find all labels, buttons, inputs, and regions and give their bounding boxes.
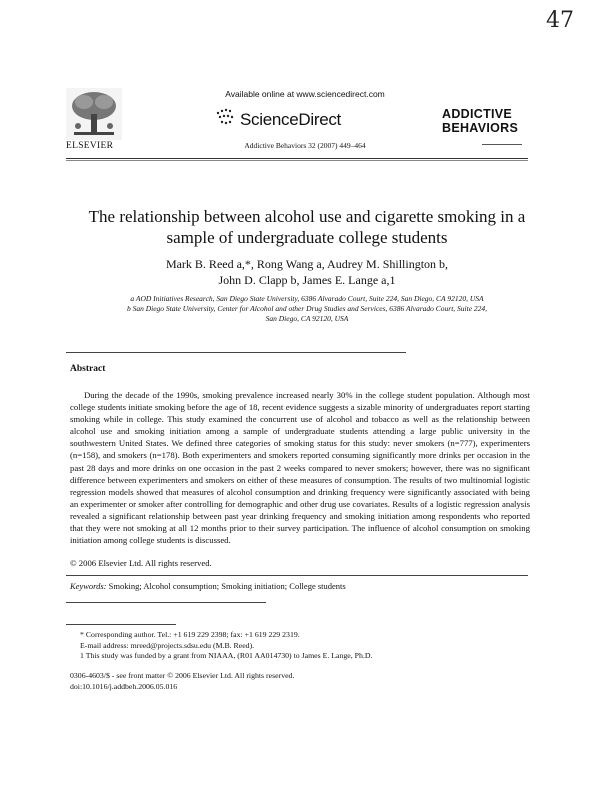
journal-logo-line1: ADDICTIVE bbox=[442, 107, 513, 121]
abstract-body: During the decade of the 1990s, smoking prevalence increased nearly 30% in the college student population. Although most college students initiate smoking before the age of 18, recent evidence suggests a sizable minority of undergraduates report starting smoking while in college. This study examined the concurrent use of alcohol and tobacco as well as the relationship between alcohol use and smoking initiation among a sample of undergraduate students attending a large public university in the southwestern United States. We defined three categories of smoking status for this study: never smokers (n=777), experimenters (n=158), and smokers (n=178). Both experimenters and smokers reported consuming significantly more drinks per occasion in the past 28 days and more drinks on one occasion in the past 2 weeks compared to never smokers; however, there was no significant difference between experimenters and smokers on either of these measures of consumption. The results of two multinomial logistic regression models showed that measures of alcohol consumption and drinking frequency were significantly associated with being an experimenter or smoker after controlling for demographic and other drug use covariates. Results of a logistic regression analysis revealed a significant relationship between past year drinking frequency and smoking initiation among respondents who reported that they were not smoking at all 12 months prior to their survey participation. The influence of alcohol consumption on smoking initiation among college students is discussed. bbox=[70, 390, 530, 546]
doi-line: doi:10.1016/j.addbeh.2006.05.016 bbox=[70, 682, 178, 691]
affiliations bbox=[76, 294, 538, 324]
title-line-2: sample of undergraduate college students bbox=[166, 228, 448, 247]
elsevier-tree-logo bbox=[66, 88, 122, 140]
keywords-rule bbox=[66, 575, 528, 576]
abstract-heading: Abstract bbox=[70, 364, 106, 374]
logo-underline bbox=[482, 144, 522, 145]
affiliation-b-line-2: San Diego, CA 92120, USA bbox=[265, 314, 349, 323]
author-list bbox=[66, 256, 548, 288]
abstract-rule bbox=[66, 352, 406, 353]
journal-logo-line2: BEHAVIORS bbox=[442, 121, 519, 135]
keywords-bottom-rule bbox=[66, 602, 266, 603]
footnotes bbox=[70, 630, 530, 662]
header-rule-secondary bbox=[66, 160, 528, 161]
sciencedirect-logo-icon bbox=[214, 107, 238, 129]
sciencedirect-wordmark: ScienceDirect bbox=[240, 110, 341, 129]
issn-block bbox=[70, 670, 530, 692]
affiliation-a: a AOD Initiatives Research, San Diego State University, 6386 Alvarado Court, Suite 224, San Diego, CA 92120, USA bbox=[130, 294, 484, 303]
footnote-corresponding: * Corresponding author. Tel.: +1 619 229 2398; fax: +1 619 229 2319. bbox=[80, 630, 300, 639]
keywords-text: Smoking; Alcohol consumption; Smoking initiation; College students bbox=[106, 581, 346, 591]
footnote-email: E-mail address: mreed@projects.sdsu.edu (M.B. Reed). bbox=[80, 640, 255, 650]
affiliation-b-line-1: b San Diego State University, Center for Alcohol and other Drug Studies and Services, 6386 Alvarado Court, Suite 224, bbox=[126, 304, 488, 313]
keywords-label: Keywords: bbox=[70, 581, 107, 591]
article-title bbox=[66, 206, 548, 248]
journal-logo bbox=[442, 107, 518, 135]
abstract-copyright: © 2006 Elsevier Ltd. All rights reserved. bbox=[70, 558, 212, 568]
footnote-rule bbox=[66, 624, 176, 625]
authors-line-1: Mark B. Reed a,*, Rong Wang a, Audrey M. Shillington b, bbox=[165, 257, 449, 271]
footnote-funding: 1 This study was funded by a grant from NIAAA, (R01 AA014730) to James E. Lange, Ph.D. bbox=[80, 651, 373, 660]
journal-citation: Addictive Behaviors 32 (2007) 449–464 bbox=[244, 141, 366, 150]
publisher-name: ELSEVIER bbox=[66, 141, 114, 151]
header-rule bbox=[66, 158, 528, 159]
page-number: 47 bbox=[546, 8, 574, 33]
available-online-text: Available online at www.sciencedirect.com bbox=[225, 89, 385, 99]
keywords bbox=[70, 581, 346, 591]
title-line-1: The relationship between alcohol use and cigarette smoking in a bbox=[88, 207, 526, 226]
issn-line: 0306-4603/$ - see front matter © 2006 Elsevier Ltd. All rights reserved. bbox=[70, 671, 295, 680]
authors-line-2: John D. Clapp b, James E. Lange a,1 bbox=[218, 273, 396, 287]
